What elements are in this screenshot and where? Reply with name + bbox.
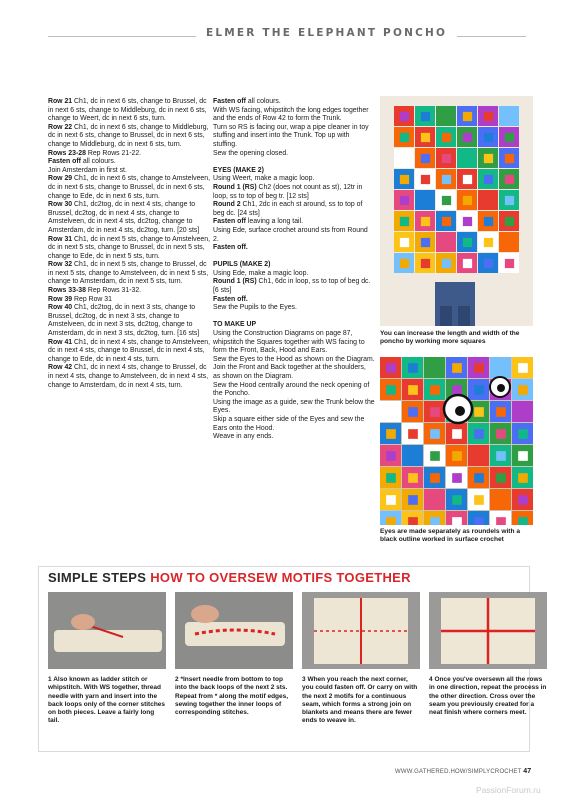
pattern-row: Row 22 Ch1, dc in next 6 sts, change to Middleburg, dc in next 6 sts, change to Brussel, dc in next 6 sts, change to Middleburg, dc in next 6 sts, turn.	[48, 123, 209, 148]
page-header	[0, 20, 566, 50]
pattern-row: Join Amsterdam in first st.	[48, 166, 127, 174]
step-1-text: 1 Also known as ladder stitch or whipstitch. With WS together, thread needle with yarn and insert into the back loops only of the corner stitches on both pieces. Leave a fairly long tail.	[48, 676, 166, 725]
pattern-row: Row 32 Ch1, dc in next 5 sts, change to Brussel, dc in next 5 sts, change to Amstelveen, dc in next 5 sts, change to Amsterdam, dc in next 5 sts, turn.	[48, 261, 209, 286]
eyes-heading: EYES (MAKE 2)	[213, 166, 264, 174]
photo-caption-poncho: You can increase the length and width of the poncho by working more squares	[380, 330, 520, 346]
pupils-heading: PUPILS (MAKE 2)	[213, 261, 271, 269]
page-number: 47	[523, 768, 532, 775]
eyes-round-1: Round 1 (RS) Ch2 (does not count as st), 12tr in loop, ss to top of beg tr. [12 sts]	[213, 183, 363, 200]
makeup-step: Using the Construction Diagrams on page 87, whipstitch the Squares together with WS facing to form the Front, Back, Hood and Ears.	[213, 330, 365, 355]
pupils-end: Fasten off.	[213, 295, 248, 303]
eyes-round-2: Round 2 Ch1, 2dc in each st around, ss to top of beg dc. [24 sts]	[213, 201, 363, 217]
trunk-instruction: Sew the opening closed.	[213, 149, 289, 157]
steps-title: HOW TO OVERSEW MOTIFS TOGETHER	[150, 570, 411, 585]
fasten-off-line: Fasten off all colours.	[213, 98, 281, 105]
pattern-row: Row 31 Ch1, dc in next 5 sts, change to Amstelveen, dc in next 5 sts, change to Brussel, dc in next 5 sts, change to Ede, dc in next 5 sts, turn.	[48, 235, 211, 260]
pattern-row: Row 42 Ch1, dc in next 4 sts, change to Brussel, dc in next 4 sts, change to Amstelveen, dc in next 4 sts, change to Amsterdam, dc in next 4 sts, turn.	[48, 364, 209, 389]
makeup-step: Skip a square either side of the Eyes and sew the Ears onto the Hood.	[213, 415, 365, 432]
eyes-end: Fasten off.	[213, 244, 248, 252]
pattern-row: Row 29 Ch1, dc in next 6 sts, change to Amstelveen, dc in next 6 sts, change to Brussel, dc in next 6 sts, change to Ede, dc in next 6 sts, turn.	[48, 175, 211, 200]
pattern-row: Fasten off all colours.	[48, 158, 116, 166]
watermark: PassionForum.ru	[476, 785, 541, 795]
pupils-instruction: Using Ede, make a magic loop.	[213, 269, 309, 277]
makeup-step: Sew the Hood centrally around the neck opening of the Poncho.	[213, 381, 370, 398]
makeup-step: Sew the Eyes to the Hood as shown on the Diagram.	[213, 355, 375, 363]
pattern-row: Row 30 Ch1, dc2tog, dc in next 4 sts, change to Brussel, dc2tog, dc in next 4 sts, change to Amstelveen, dc in next 4 sts, dc2tog, change to Amsterdam, dc in next 4 sts, dc2tog, turn. [20 sts]	[48, 201, 200, 234]
page-footer	[395, 768, 531, 775]
simple-steps-heading	[48, 570, 411, 585]
step-3-text: 3 When you reach the next corner, you could fasten off. Or carry on with the next 2 motifs for a continuous seam, which forms a strong join on blankets and means there are fewer ends to weave in.	[302, 676, 418, 725]
eyes-instruction: Using Weert, make a magic loop.	[213, 175, 315, 183]
pattern-column-2	[213, 98, 375, 442]
pattern-row: Rows 23-28 Rep Rows 21-22.	[48, 149, 142, 157]
makeup-step: Using the image as a guide, sew the Trunk below the Eyes.	[213, 398, 375, 415]
pattern-row: Row 41 Ch1, dc in next 4 sts, change to Amstelveen, dc in next 4 sts, change to Brussel, dc in next 4 sts, change to Ede, dc in next 4 sts, turn.	[48, 338, 211, 363]
pupils-round-1: Round 1 (RS) Ch1, 6dc in loop, ss to top of beg dc. [6 sts]	[213, 278, 371, 295]
makeup-step: Weave in any ends.	[213, 433, 274, 441]
trunk-instruction: With WS facing, whipstitch the long edges together and the ends of Row 42 to form the Trunk.	[213, 106, 369, 123]
steps-label: SIMPLE STEPS	[48, 570, 147, 585]
page-title: ELMER THE ELEPHANT PONCHO	[196, 27, 457, 39]
makeup-step: Join the Front and Back together at the shoulders, as shown on the Diagram.	[213, 364, 366, 380]
pattern-column-1	[48, 98, 210, 390]
pattern-row: Row 21 Ch1, dc in next 6 sts, change to Brussel, dc in next 6 sts, change to Middleburg, dc in next 6 sts, change to Weert, dc in next 6 sts, turn.	[48, 98, 207, 123]
step-1-photo	[48, 592, 166, 669]
photo-caption-eyes: Eyes are made separately as roundels with a black outline worked in surface crochet	[380, 528, 521, 544]
step-2-photo	[175, 592, 293, 669]
pattern-row: Row 39 Rep Row 31	[48, 295, 112, 303]
step-2-text: 2 *Insert needle from bottom to top into the back loops of the next 2 sts. Repeat from * along the motif edges, sewing together the inner loops of corresponding stitches.	[175, 676, 289, 717]
pattern-row: Rows 33-38 Rep Rows 31-32.	[48, 287, 142, 295]
footer-url: WWW.GATHERED.HOW/SIMPLYCROCHET	[395, 769, 522, 775]
pupils-sew: Sew the Pupils to the Eyes.	[213, 304, 297, 312]
pattern-row: Row 40 Ch1, dc2tog, dc in next 3 sts, change to Brussel, dc2tog, dc in next 3 sts, change to Amstelveen, dc in next 3 sts, dc2tog, change to Amsterdam, dc in next 3 sts, dc2tog, turn. [16 sts]	[48, 304, 200, 338]
hood-eye-photo	[380, 357, 533, 525]
eyes-fasten: Fasten off leaving a long tail.	[213, 218, 304, 226]
step-4-photo	[429, 592, 547, 669]
trunk-instruction: Turn so RS is facing our, wrap a pipe cleaner in toy stuffing and insert into the Trunk. Top up with stuffing.	[213, 123, 369, 148]
step-3-photo	[302, 592, 420, 669]
step-4-text: 4 Once you've oversewn all the rows in one direction, repeat the process in the other direction. Cross over the seam you previously created for a neat finish where corners meet.	[429, 676, 547, 717]
poncho-back-photo	[380, 96, 533, 326]
makeup-heading: TO MAKE UP	[213, 321, 257, 329]
eyes-surface: Using Ede, surface crochet around sts from Round 2.	[213, 226, 368, 243]
